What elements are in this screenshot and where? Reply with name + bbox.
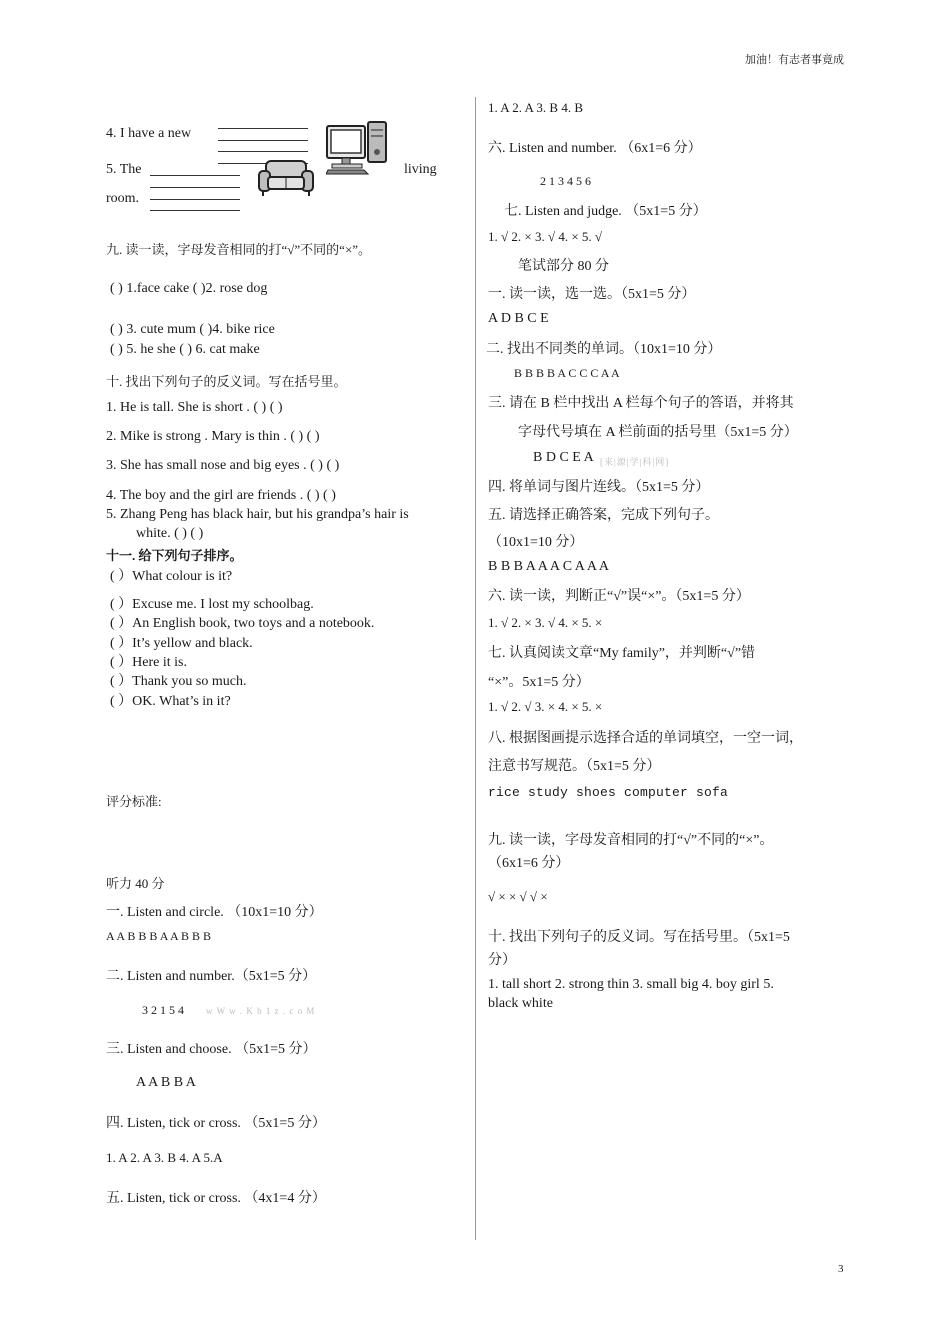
answer-s7: 1. √ 2. × 3. √ 4. × 5. √	[488, 229, 603, 244]
listening-s2-answer: 3 2 1 5 4	[142, 1003, 184, 1017]
section11-item: ( ）What colour is it?	[110, 569, 233, 584]
column-divider	[475, 97, 476, 1240]
section10-item5-line1: 5. Zhang Peng has black hair, but his grandpa’s hair is	[106, 507, 409, 522]
section9-row: ( ) 5. he she ( ) 6. cat make	[110, 342, 260, 357]
section9-row: ( ) 3. cute mum ( )4. bike rice	[110, 322, 275, 337]
listening-s5-title: 五. Listen, tick or cross. （4x1=4 分）	[106, 1191, 326, 1206]
answer-w3-title-1: 三. 请在 B 栏中找出 A 栏每个句子的答语，并将其	[488, 396, 794, 411]
section11-item: ( ）Here it is.	[110, 655, 187, 670]
answer-w9-title-1: 九. 读一读，字母发音相同的打“√”不同的“×”。	[488, 833, 774, 848]
answer-w10-line2: black white	[488, 996, 553, 1011]
listening-s3-title: 三. Listen and choose. （5x1=5 分）	[106, 1042, 317, 1057]
listening-s1-title: 一. Listen and circle. （10x1=10 分）	[106, 905, 323, 920]
answer-line	[150, 210, 240, 211]
answer-s7-title: 七. Listen and judge. （5x1=5 分）	[504, 204, 707, 219]
answer-w9: √ × × √ √ ×	[488, 889, 548, 904]
section11-item: ( ）OK. What’s in it?	[110, 694, 231, 709]
answer-line	[150, 175, 240, 176]
answer-w7-title-1: 七. 认真阅读文章“My family”，并判断“√”错	[488, 646, 756, 661]
answer-w10-title-1: 十. 找出下列句子的反义词。写在括号里。（5x1=5	[488, 930, 790, 945]
written-title: 笔试部分 80 分	[518, 259, 609, 274]
answer-w7: 1. √ 2. √ 3. × 4. × 5. ×	[488, 699, 603, 714]
answer-w10-title-2: 分）	[488, 953, 516, 968]
answer-w7-title-2: “×”。5x1=5 分）	[488, 675, 590, 690]
section9-row: ( ) 1.face cake ( )2. rose dog	[110, 281, 268, 296]
answer-line	[218, 140, 308, 141]
section11-item: ( ）An English book, two toys and a notebook.	[110, 616, 375, 631]
answer-w4-title: 四. 将单词与图片连线。（5x1=5 分）	[488, 480, 710, 495]
section11-item: ( ）Excuse me. I lost my schoolbag.	[110, 597, 314, 612]
watermark-text: [来|源|学|科|网]	[600, 457, 670, 467]
answer-s6: 2 1 3 4 5 6	[540, 174, 591, 188]
section11-item: ( ）Thank you so much.	[110, 674, 247, 689]
answer-w3: B D C E A	[533, 450, 594, 465]
answer-w8-title-2: 注意书写规范。（5x1=5 分）	[488, 759, 661, 774]
answer-w2: B B B B A C C C A A	[514, 366, 620, 380]
section10-item: 2. Mike is strong . Mary is thin . ( ) ( )	[106, 429, 320, 444]
answer-w5-title: 五. 请选择正确答案，完成下列句子。	[488, 508, 719, 523]
q4-text: 4. I have a new	[106, 126, 192, 141]
listening-s2-title: 二. Listen and number.（5x1=5 分）	[106, 969, 317, 984]
section10-title: 十. 找出下列句子的反义词。写在括号里。	[106, 374, 347, 389]
section10-item5-line2: white. ( ) ( )	[136, 526, 204, 541]
answer-line	[150, 187, 240, 188]
answer-w8-title-1: 八. 根据图画提示选择合适的单词填空，一空一词，	[488, 731, 803, 746]
answer-w9-title-2: （6x1=6 分）	[488, 856, 570, 871]
watermark-text: w W w . K b 1 z . c o M	[206, 1006, 316, 1016]
answer-s6-title: 六. Listen and number. （6x1=6 分）	[488, 141, 702, 156]
answer-line	[218, 128, 308, 129]
section11-item: ( ）It’s yellow and black.	[110, 636, 253, 651]
listening-s4-title: 四. Listen, tick or cross. （5x1=5 分）	[106, 1116, 326, 1131]
answer-s5: 1. A 2. A 3. B 4. B	[488, 100, 583, 115]
answer-w1-title: 一. 读一读，选一选。（5x1=5 分）	[488, 287, 696, 302]
q5-room: room.	[106, 191, 140, 206]
listening-title: 听力 40 分	[106, 876, 165, 891]
q5-living: living	[404, 162, 437, 177]
page-number: 3	[838, 1263, 844, 1275]
listening-s3-answer: A A B B A	[136, 1075, 196, 1090]
answer-w2-title: 二. 找出不同类的单词。（10x1=10 分）	[486, 342, 722, 357]
answer-w5: B B B A A A C A A A	[488, 559, 610, 574]
section9-title: 九. 读一读，字母发音相同的打“√”不同的“×”。	[106, 242, 372, 257]
computer-icon	[326, 120, 390, 175]
listening-s4-answer: 1. A 2. A 3. B 4. A 5.A	[106, 1150, 223, 1165]
answer-line	[150, 199, 240, 200]
header-motto: 加油！有志者事竟成	[745, 54, 844, 66]
answer-w10-line1: 1. tall short 2. strong thin 3. small big 4. boy girl 5.	[488, 977, 774, 992]
q5-text: 5. The	[106, 162, 142, 177]
answer-w1: A D B C E	[488, 311, 549, 326]
answer-w5-score: （10x1=10 分）	[488, 535, 584, 550]
sofa-icon	[258, 159, 314, 197]
answer-line	[218, 151, 308, 152]
answer-w8: rice study shoes computer sofa	[488, 785, 729, 800]
answer-w6-title: 六. 读一读，判断正“√”误“×”。（5x1=5 分）	[488, 589, 750, 604]
listening-s1-answer: A A B B B A A B B B	[106, 929, 212, 943]
section10-item: 4. The boy and the girl are friends . ( ) ( )	[106, 488, 336, 503]
answer-w3-title-2: 字母代号填在 A 栏前面的括号里（5x1=5 分）	[518, 425, 798, 440]
section10-item: 3. She has small nose and big eyes . ( ) ( )	[106, 458, 340, 473]
section11-title: 十一. 给下列句子排序。	[106, 548, 243, 563]
section10-item: 1. He is tall. She is short . ( ) ( )	[106, 400, 283, 415]
scoring-title: 评分标准:	[106, 794, 162, 809]
answer-w6: 1. √ 2. × 3. √ 4. × 5. ×	[488, 615, 603, 630]
